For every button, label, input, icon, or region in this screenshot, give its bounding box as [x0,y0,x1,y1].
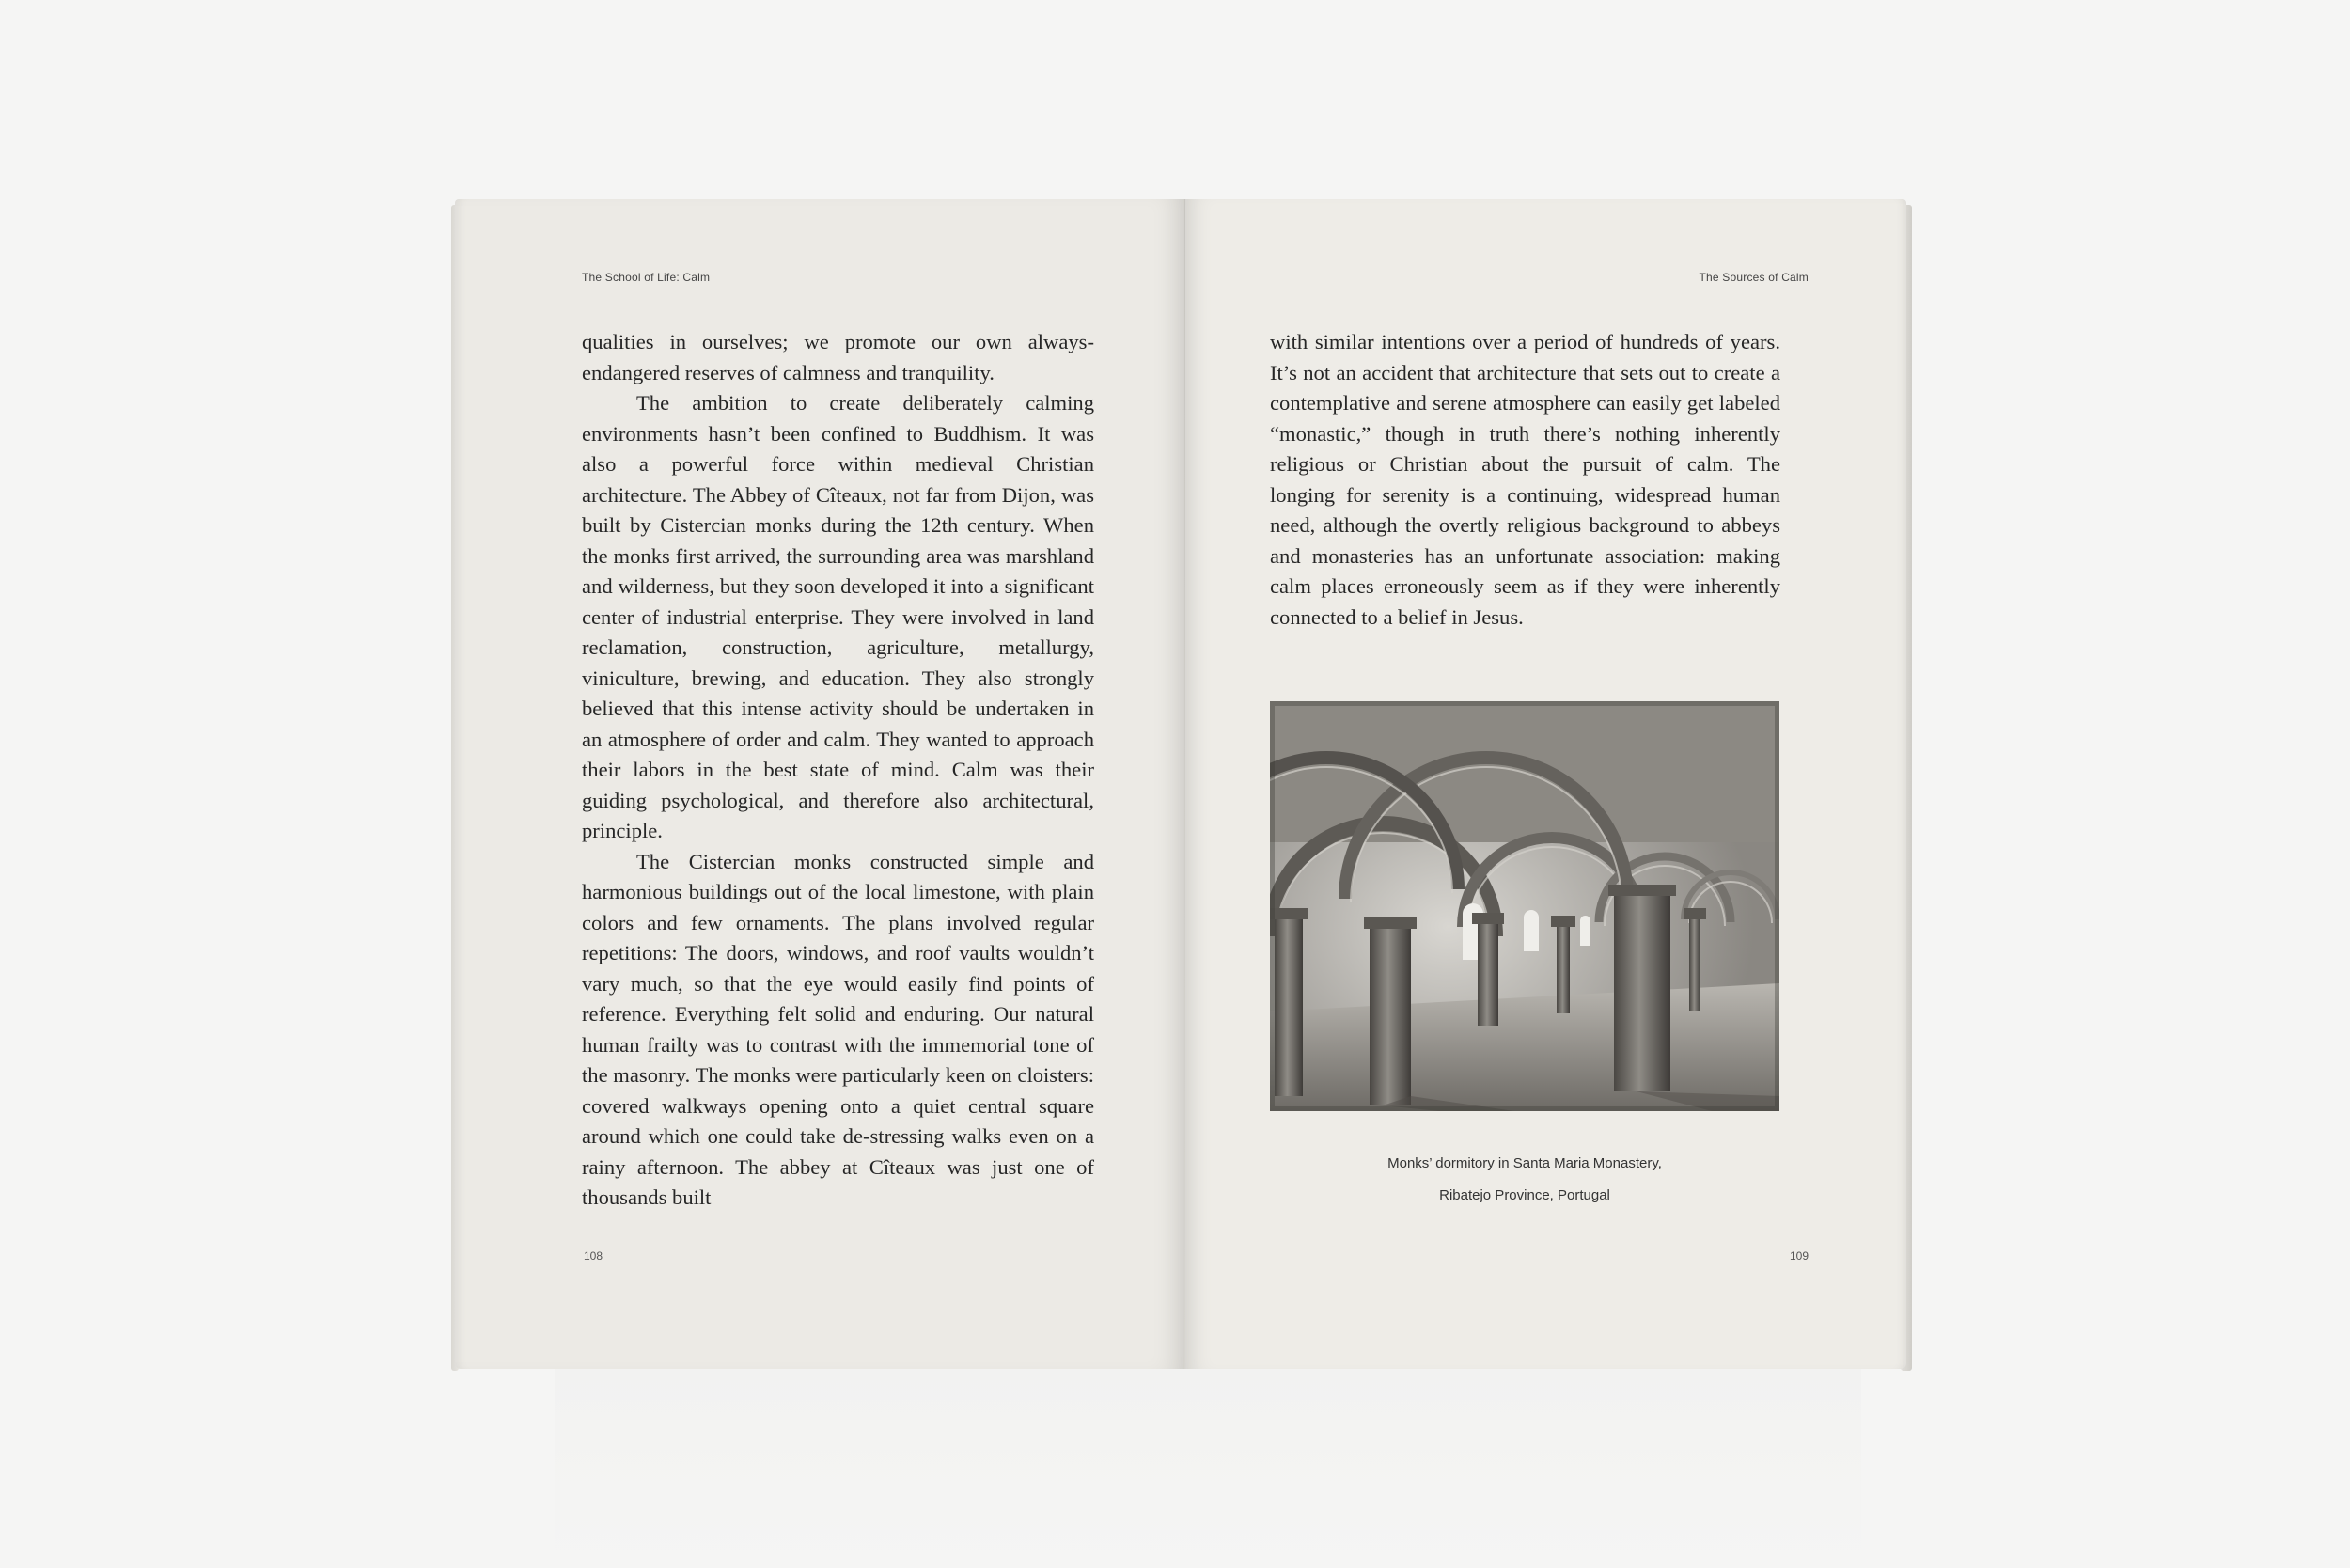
stone-column [1614,894,1670,1091]
open-book [455,199,1906,1369]
stone-column [1557,925,1570,1013]
photo-caption-line-2: Ribatejo Province, Portugal [1439,1187,1610,1203]
paragraph: The ambition to create deliberately calming environments hasn’t been confined to Buddhism. It was also a powerful force within medieval Christian architecture. The Abbey of Cîteaux, not far from Dijon, was built by Cistercian monks during the 12th century. When the monks first arrived, the surrounding area was marshland and wilderness, but they soon developed it into a significant center of industrial enterprise. They were involved in land reclamation, construction, agriculture, metallurgy, viniculture, brewing, and education. They also strongly believed that this intense activity should be undertaken in an atmosphere of order and calm. They wanted to approach their labors in the best state of mind. Calm was their guiding psychological, and therefore also architectural, principle. [582,391,1094,842]
window [1580,916,1590,946]
vaulted-hall-illustration [1270,701,1779,1111]
photo-caption-line-1: Monks’ dormitory in Santa Maria Monastery, [1387,1155,1662,1171]
stone-column [1478,922,1498,1026]
stone-column [1689,917,1700,1011]
column-capital [1364,917,1417,929]
monastery-photo [1270,701,1779,1111]
window [1524,910,1539,951]
column-capital [1472,913,1504,924]
paragraph: with similar intentions over a period of hundreds of years. It’s not an accident that architecture that sets out to create a contemplative and serene atmosphere can easily get labeled “monastic,” though in truth there’s nothing inherently religious or Christian about the pursuit of calm. The longing for serenity is a continuing, widespread human need, although the overtly religious background to abbeys and monasteries has an unfortunate association: making calm places erroneously seem as if they were inherently connected to a belief in Jesus. [1270,330,1780,629]
paragraph: qualities in ourselves; we promote our own always-endangered reserves of calmness and tranquility. [582,330,1094,384]
running-head-left: The School of Life: Calm [582,271,711,284]
column-capital [1270,908,1308,919]
stone-column [1275,917,1303,1096]
page-number-right: 109 [1789,1249,1809,1262]
left-page [455,199,1185,1369]
left-page-text [582,327,1094,1214]
running-head-right: The Sources of Calm [1699,271,1809,284]
table-surface [555,1363,1861,1568]
column-capital [1608,885,1676,896]
column-capital [1684,908,1706,919]
column-capital [1551,916,1575,927]
paragraph: The Cistercian monks constructed simple and harmonious buildings out of the local limestone, with plain colors and few ornaments. The plans involved regular repetitions: The doors, windows, and roof vaults wouldn’t vary much, so that the eye would easily find points of reference. Everything felt solid and enduring. Our natural human frailty was to contrast with the immemorial tone of the masonry. The monks were particularly keen on cloisters: covered walkways opening onto a quiet central square around which one could take de-stressing walks even on a rainy afternoon. The abbey at Cîteaux was just one of thousands built [582,849,1094,1209]
stone-column [1370,927,1411,1105]
right-page-text [1270,327,1780,633]
page-number-left: 108 [584,1249,603,1262]
right-page [1185,199,1906,1369]
